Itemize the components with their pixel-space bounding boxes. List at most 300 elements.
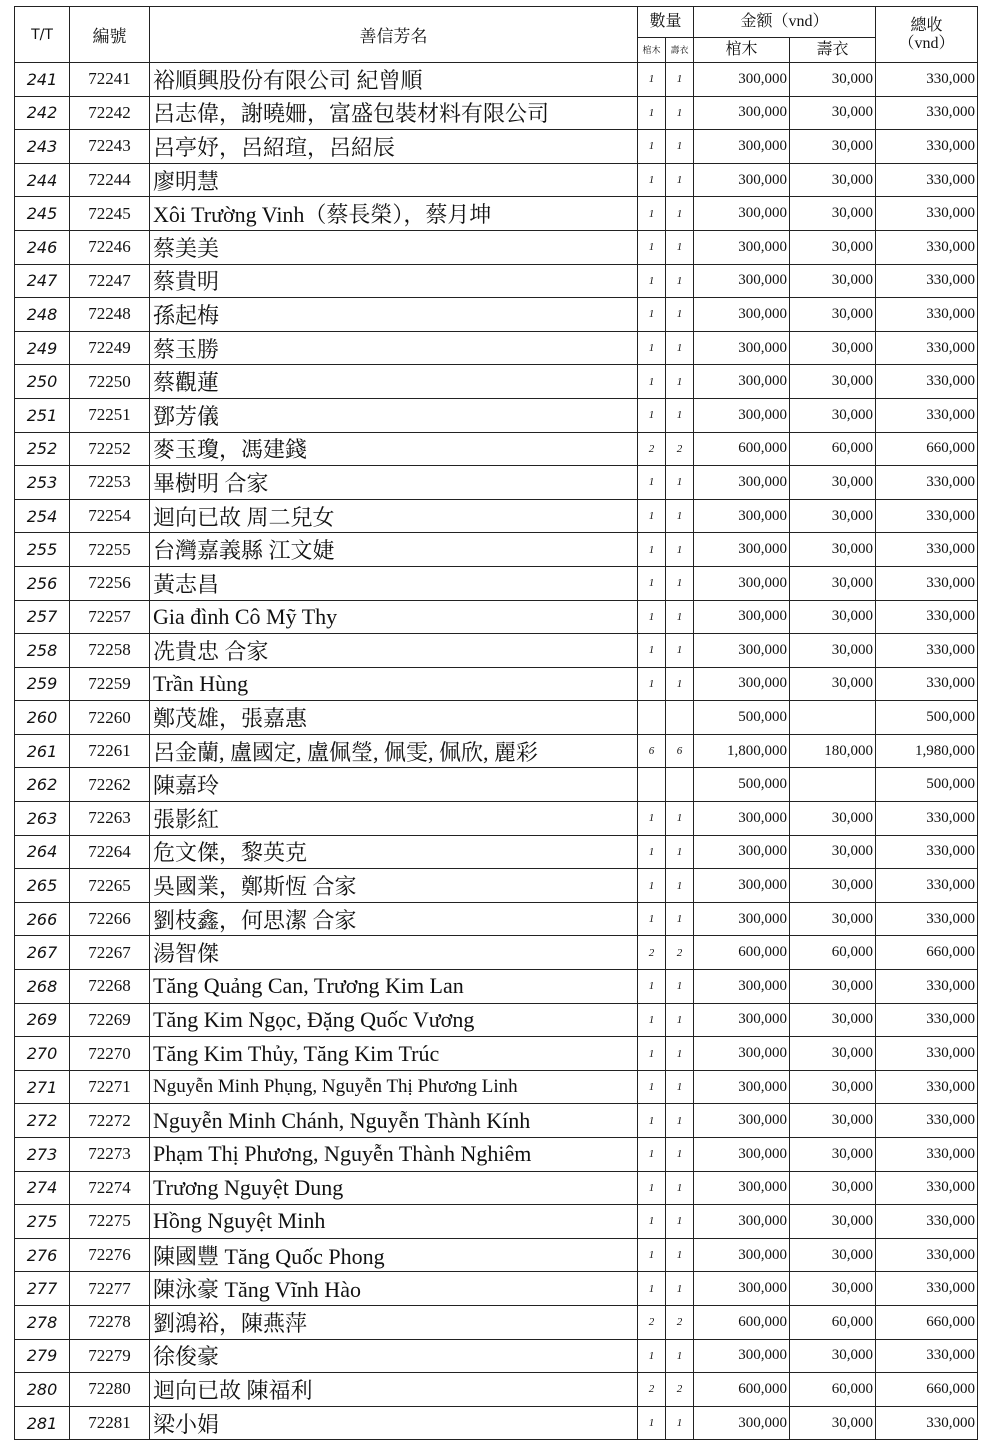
cell-qty-coffin: 1 — [638, 1037, 666, 1071]
cell-qty-shroud: 1 — [666, 499, 694, 533]
cell-tt: 262 — [15, 768, 70, 802]
cell-amount-shroud: 30,000 — [790, 1171, 876, 1205]
cell-qty-shroud: 2 — [666, 432, 694, 466]
table-row — [15, 365, 978, 399]
cell-name: Tăng Quảng Can, Trương Kim Lan — [150, 970, 638, 1004]
cell-amount-shroud: 30,000 — [790, 264, 876, 298]
cell-total: 330,000 — [876, 365, 978, 399]
cell-qty-shroud: 1 — [666, 96, 694, 130]
cell-qty-shroud: 1 — [666, 130, 694, 164]
cell-qty-shroud: 1 — [666, 1171, 694, 1205]
cell-name: Phạm Thị Phương, Nguyễn Thành Nghiêm — [150, 1138, 638, 1172]
cell-total: 330,000 — [876, 970, 978, 1004]
cell-amount-coffin: 300,000 — [694, 1171, 790, 1205]
cell-amount-coffin: 300,000 — [694, 264, 790, 298]
cell-tt: 249 — [15, 331, 70, 365]
cell-amount-shroud: 30,000 — [790, 466, 876, 500]
cell-total: 330,000 — [876, 1238, 978, 1272]
cell-total: 330,000 — [876, 298, 978, 332]
cell-amount-shroud: 30,000 — [790, 499, 876, 533]
cell-tt: 246 — [15, 230, 70, 264]
cell-tt: 280 — [15, 1373, 70, 1407]
cell-amount-shroud: 30,000 — [790, 1070, 876, 1104]
cell-qty-coffin: 1 — [638, 1138, 666, 1172]
cell-tt: 258 — [15, 634, 70, 668]
cell-qty-coffin: 1 — [638, 298, 666, 332]
cell-tt: 244 — [15, 163, 70, 197]
cell-total: 330,000 — [876, 1406, 978, 1440]
cell-tt: 253 — [15, 466, 70, 500]
cell-qty-shroud: 1 — [666, 398, 694, 432]
cell-qty-shroud: 1 — [666, 835, 694, 869]
cell-total: 1,980,000 — [876, 734, 978, 768]
table-row — [15, 1272, 978, 1306]
cell-qty-shroud: 1 — [666, 1104, 694, 1138]
cell-name: 台灣嘉義縣 江文婕 — [150, 533, 638, 567]
cell-total: 660,000 — [876, 432, 978, 466]
cell-amount-shroud: 30,000 — [790, 533, 876, 567]
cell-amount-coffin: 300,000 — [694, 1003, 790, 1037]
cell-tt: 255 — [15, 533, 70, 567]
cell-total: 330,000 — [876, 1104, 978, 1138]
cell-name: Tăng Kim Ngọc, Đặng Quốc Vương — [150, 1003, 638, 1037]
cell-code: 72245 — [70, 197, 150, 231]
cell-total: 330,000 — [876, 1171, 978, 1205]
cell-tt: 279 — [15, 1339, 70, 1373]
cell-qty-coffin — [638, 701, 666, 735]
cell-tt: 252 — [15, 432, 70, 466]
cell-amount-shroud — [790, 768, 876, 802]
cell-total: 660,000 — [876, 936, 978, 970]
cell-tt: 242 — [15, 96, 70, 130]
cell-tt: 281 — [15, 1406, 70, 1440]
cell-qty-coffin: 1 — [638, 163, 666, 197]
cell-tt: 263 — [15, 802, 70, 836]
cell-tt: 254 — [15, 499, 70, 533]
cell-total: 330,000 — [876, 264, 978, 298]
cell-tt: 260 — [15, 701, 70, 735]
cell-amount-coffin: 300,000 — [694, 902, 790, 936]
cell-qty-shroud: 1 — [666, 1138, 694, 1172]
header-amount-shroud: 壽衣 — [790, 38, 876, 63]
cell-qty-shroud: 2 — [666, 936, 694, 970]
cell-amount-shroud: 180,000 — [790, 734, 876, 768]
cell-amount-shroud: 30,000 — [790, 398, 876, 432]
cell-code: 72274 — [70, 1171, 150, 1205]
cell-amount-coffin: 300,000 — [694, 1205, 790, 1239]
cell-code: 72254 — [70, 499, 150, 533]
cell-amount-shroud: 30,000 — [790, 163, 876, 197]
cell-code: 72262 — [70, 768, 150, 802]
cell-qty-coffin: 1 — [638, 264, 666, 298]
cell-name: 呂志偉，謝曉姍，富盛包裝材料有限公司 — [150, 96, 638, 130]
cell-amount-coffin: 300,000 — [694, 667, 790, 701]
cell-tt: 250 — [15, 365, 70, 399]
cell-qty-shroud: 1 — [666, 298, 694, 332]
cell-tt: 266 — [15, 902, 70, 936]
cell-code: 72247 — [70, 264, 150, 298]
cell-tt: 259 — [15, 667, 70, 701]
cell-amount-coffin: 300,000 — [694, 197, 790, 231]
cell-total: 500,000 — [876, 701, 978, 735]
cell-qty-coffin: 1 — [638, 365, 666, 399]
cell-total: 330,000 — [876, 230, 978, 264]
cell-code: 72261 — [70, 734, 150, 768]
cell-qty-coffin: 1 — [638, 533, 666, 567]
cell-name: 呂亭妤，呂紹瑄，呂紹辰 — [150, 130, 638, 164]
cell-amount-shroud: 30,000 — [790, 566, 876, 600]
cell-total: 330,000 — [876, 1339, 978, 1373]
table-body — [15, 63, 978, 1440]
cell-qty-shroud: 1 — [666, 600, 694, 634]
cell-code: 72250 — [70, 365, 150, 399]
cell-amount-coffin: 300,000 — [694, 1070, 790, 1104]
cell-code: 72264 — [70, 835, 150, 869]
cell-qty-coffin: 1 — [638, 634, 666, 668]
cell-qty-shroud: 1 — [666, 566, 694, 600]
cell-amount-shroud: 30,000 — [790, 197, 876, 231]
header-amount: 金额（vnd） — [694, 7, 876, 38]
cell-code: 72246 — [70, 230, 150, 264]
cell-qty-coffin: 1 — [638, 667, 666, 701]
cell-qty-coffin: 1 — [638, 835, 666, 869]
cell-tt: 276 — [15, 1238, 70, 1272]
table-row — [15, 734, 978, 768]
cell-qty-shroud — [666, 701, 694, 735]
cell-tt: 272 — [15, 1104, 70, 1138]
cell-total: 330,000 — [876, 835, 978, 869]
cell-tt: 271 — [15, 1070, 70, 1104]
table-row — [15, 163, 978, 197]
table-row — [15, 1205, 978, 1239]
cell-code: 72259 — [70, 667, 150, 701]
cell-code: 72257 — [70, 600, 150, 634]
cell-qty-shroud: 1 — [666, 1238, 694, 1272]
cell-tt: 256 — [15, 566, 70, 600]
cell-qty-shroud: 1 — [666, 869, 694, 903]
cell-total: 330,000 — [876, 600, 978, 634]
cell-qty-shroud: 1 — [666, 1037, 694, 1071]
cell-code: 72268 — [70, 970, 150, 1004]
cell-amount-shroud: 30,000 — [790, 634, 876, 668]
cell-amount-shroud: 30,000 — [790, 667, 876, 701]
cell-name: 劉枝鑫，何思潔 合家 — [150, 902, 638, 936]
cell-name: 鄭茂雄，張嘉惠 — [150, 701, 638, 735]
table-row — [15, 970, 978, 1004]
cell-qty-shroud: 1 — [666, 1339, 694, 1373]
cell-tt: 268 — [15, 970, 70, 1004]
cell-tt: 278 — [15, 1305, 70, 1339]
table-row — [15, 466, 978, 500]
cell-tt: 270 — [15, 1037, 70, 1071]
cell-amount-shroud: 30,000 — [790, 1104, 876, 1138]
cell-qty-coffin: 1 — [638, 1104, 666, 1138]
cell-amount-shroud: 30,000 — [790, 63, 876, 97]
cell-amount-coffin: 500,000 — [694, 768, 790, 802]
cell-total: 330,000 — [876, 1037, 978, 1071]
cell-code: 72275 — [70, 1205, 150, 1239]
cell-amount-shroud: 30,000 — [790, 1272, 876, 1306]
cell-total: 660,000 — [876, 1305, 978, 1339]
cell-amount-coffin: 600,000 — [694, 1305, 790, 1339]
cell-total: 330,000 — [876, 466, 978, 500]
cell-qty-shroud: 1 — [666, 902, 694, 936]
cell-amount-shroud: 30,000 — [790, 1406, 876, 1440]
cell-tt: 277 — [15, 1272, 70, 1306]
cell-name: 劉鴻裕，陳燕萍 — [150, 1305, 638, 1339]
cell-qty-coffin: 2 — [638, 1305, 666, 1339]
table-row — [15, 1003, 978, 1037]
cell-total: 330,000 — [876, 331, 978, 365]
cell-qty-coffin: 2 — [638, 432, 666, 466]
cell-amount-coffin: 300,000 — [694, 499, 790, 533]
header-qty: 數量 — [638, 7, 694, 38]
cell-code: 72241 — [70, 63, 150, 97]
cell-name: 蔡玉勝 — [150, 331, 638, 365]
cell-name: 危文傑，黎英克 — [150, 835, 638, 869]
table-row — [15, 902, 978, 936]
cell-code: 72280 — [70, 1373, 150, 1407]
cell-name: 麥玉瓊，馮建錢 — [150, 432, 638, 466]
cell-amount-coffin: 300,000 — [694, 566, 790, 600]
cell-name: 陳國豐 Tăng Quốc Phong — [150, 1238, 638, 1272]
cell-name: 張影紅 — [150, 802, 638, 836]
cell-qty-shroud: 1 — [666, 1205, 694, 1239]
cell-code: 72272 — [70, 1104, 150, 1138]
cell-qty-shroud: 1 — [666, 466, 694, 500]
cell-tt: 248 — [15, 298, 70, 332]
cell-tt: 265 — [15, 869, 70, 903]
cell-qty-shroud: 1 — [666, 197, 694, 231]
cell-name: 陳嘉玲 — [150, 768, 638, 802]
cell-name: 孫起梅 — [150, 298, 638, 332]
cell-amount-shroud: 30,000 — [790, 130, 876, 164]
cell-code: 72278 — [70, 1305, 150, 1339]
table-row — [15, 667, 978, 701]
cell-qty-shroud: 1 — [666, 1406, 694, 1440]
cell-amount-shroud: 30,000 — [790, 1003, 876, 1037]
cell-amount-shroud: 30,000 — [790, 970, 876, 1004]
cell-qty-shroud: 1 — [666, 230, 694, 264]
cell-tt: 243 — [15, 130, 70, 164]
cell-amount-shroud: 30,000 — [790, 1037, 876, 1071]
cell-total: 330,000 — [876, 1070, 978, 1104]
cell-tt: 257 — [15, 600, 70, 634]
cell-amount-shroud — [790, 701, 876, 735]
cell-qty-coffin: 1 — [638, 466, 666, 500]
cell-code: 72270 — [70, 1037, 150, 1071]
cell-name: Tăng Kim Thủy, Tăng Kim Trúc — [150, 1037, 638, 1071]
cell-code: 72267 — [70, 936, 150, 970]
cell-amount-coffin: 300,000 — [694, 230, 790, 264]
cell-qty-shroud: 1 — [666, 802, 694, 836]
cell-qty-shroud: 6 — [666, 734, 694, 768]
table-row — [15, 634, 978, 668]
cell-qty-shroud: 1 — [666, 1272, 694, 1306]
cell-qty-shroud: 1 — [666, 1070, 694, 1104]
cell-amount-coffin: 300,000 — [694, 1037, 790, 1071]
cell-code: 72249 — [70, 331, 150, 365]
cell-name: 蔡觀蓮 — [150, 365, 638, 399]
cell-name: 畢樹明 合家 — [150, 466, 638, 500]
cell-qty-coffin: 1 — [638, 63, 666, 97]
cell-qty-coffin: 1 — [638, 1171, 666, 1205]
cell-name: 迴向已故 陳福利 — [150, 1373, 638, 1407]
table-row — [15, 298, 978, 332]
table-row — [15, 1138, 978, 1172]
cell-code: 72248 — [70, 298, 150, 332]
cell-amount-coffin: 500,000 — [694, 701, 790, 735]
cell-amount-coffin: 300,000 — [694, 1138, 790, 1172]
cell-amount-shroud: 60,000 — [790, 432, 876, 466]
cell-code: 72265 — [70, 869, 150, 903]
cell-name: 梁小娟 — [150, 1406, 638, 1440]
cell-total: 660,000 — [876, 1373, 978, 1407]
cell-qty-shroud — [666, 768, 694, 802]
table-row — [15, 566, 978, 600]
cell-qty-coffin: 1 — [638, 96, 666, 130]
cell-amount-coffin: 300,000 — [694, 802, 790, 836]
table-row — [15, 835, 978, 869]
cell-total: 330,000 — [876, 634, 978, 668]
cell-tt: 267 — [15, 936, 70, 970]
table-row — [15, 1070, 978, 1104]
table-row — [15, 1238, 978, 1272]
cell-qty-coffin: 1 — [638, 1406, 666, 1440]
cell-qty-coffin: 1 — [638, 869, 666, 903]
cell-qty-shroud: 2 — [666, 1373, 694, 1407]
cell-amount-shroud: 30,000 — [790, 869, 876, 903]
cell-qty-shroud: 1 — [666, 634, 694, 668]
cell-code: 72242 — [70, 96, 150, 130]
cell-amount-coffin: 300,000 — [694, 1339, 790, 1373]
cell-code: 72269 — [70, 1003, 150, 1037]
cell-amount-shroud: 30,000 — [790, 1205, 876, 1239]
cell-name: 迴向已故 周二兒女 — [150, 499, 638, 533]
cell-amount-coffin: 300,000 — [694, 163, 790, 197]
cell-amount-shroud: 30,000 — [790, 600, 876, 634]
cell-qty-coffin: 1 — [638, 970, 666, 1004]
cell-total: 330,000 — [876, 197, 978, 231]
cell-name: 蔡美美 — [150, 230, 638, 264]
table-row — [15, 230, 978, 264]
table-row — [15, 63, 978, 97]
cell-code: 72252 — [70, 432, 150, 466]
cell-total: 330,000 — [876, 566, 978, 600]
cell-qty-shroud: 1 — [666, 63, 694, 97]
header-qty-coffin: 棺木 — [638, 38, 666, 63]
cell-total: 330,000 — [876, 869, 978, 903]
cell-tt: 273 — [15, 1138, 70, 1172]
cell-amount-shroud: 30,000 — [790, 365, 876, 399]
header-code: 編號 — [70, 7, 150, 63]
table-row — [15, 533, 978, 567]
cell-code: 72244 — [70, 163, 150, 197]
cell-amount-shroud: 30,000 — [790, 230, 876, 264]
cell-qty-coffin: 1 — [638, 1272, 666, 1306]
cell-name: 吳國業，鄭斯恆 合家 — [150, 869, 638, 903]
cell-qty-coffin: 1 — [638, 1205, 666, 1239]
cell-amount-shroud: 30,000 — [790, 298, 876, 332]
cell-code: 72255 — [70, 533, 150, 567]
cell-total: 330,000 — [876, 163, 978, 197]
cell-amount-coffin: 300,000 — [694, 1104, 790, 1138]
cell-qty-coffin: 1 — [638, 1339, 666, 1373]
cell-name: 黃志昌 — [150, 566, 638, 600]
cell-qty-shroud: 1 — [666, 533, 694, 567]
cell-qty-coffin — [638, 768, 666, 802]
cell-qty-coffin: 6 — [638, 734, 666, 768]
cell-amount-coffin: 300,000 — [694, 63, 790, 97]
header-total-line2: （vnd） — [898, 34, 955, 52]
cell-code: 72266 — [70, 902, 150, 936]
table-row — [15, 96, 978, 130]
cell-qty-coffin: 1 — [638, 230, 666, 264]
cell-name: 廖明慧 — [150, 163, 638, 197]
cell-code: 72279 — [70, 1339, 150, 1373]
cell-tt: 269 — [15, 1003, 70, 1037]
cell-code: 72273 — [70, 1138, 150, 1172]
cell-code: 72276 — [70, 1238, 150, 1272]
cell-name: 湯智傑 — [150, 936, 638, 970]
cell-qty-coffin: 1 — [638, 1003, 666, 1037]
cell-code: 72253 — [70, 466, 150, 500]
cell-amount-coffin: 600,000 — [694, 432, 790, 466]
header-name: 善信芳名 — [150, 7, 638, 63]
cell-name: 徐俊豪 — [150, 1339, 638, 1373]
cell-amount-shroud: 30,000 — [790, 835, 876, 869]
cell-total: 330,000 — [876, 533, 978, 567]
cell-amount-coffin: 300,000 — [694, 970, 790, 1004]
cell-tt: 241 — [15, 63, 70, 97]
table-row — [15, 600, 978, 634]
cell-code: 72243 — [70, 130, 150, 164]
cell-qty-coffin: 1 — [638, 566, 666, 600]
cell-code: 72260 — [70, 701, 150, 735]
cell-amount-coffin: 300,000 — [694, 1238, 790, 1272]
cell-code: 72281 — [70, 1406, 150, 1440]
cell-qty-coffin: 2 — [638, 1373, 666, 1407]
cell-total: 500,000 — [876, 768, 978, 802]
cell-tt: 274 — [15, 1171, 70, 1205]
cell-qty-coffin: 1 — [638, 197, 666, 231]
cell-total: 330,000 — [876, 667, 978, 701]
cell-amount-coffin: 300,000 — [694, 398, 790, 432]
cell-amount-shroud: 30,000 — [790, 1339, 876, 1373]
cell-total: 330,000 — [876, 499, 978, 533]
cell-qty-coffin: 1 — [638, 600, 666, 634]
cell-amount-shroud: 30,000 — [790, 802, 876, 836]
cell-name: Nguyễn Minh Phụng, Nguyễn Thị Phương Linh — [150, 1070, 638, 1104]
cell-qty-shroud: 1 — [666, 970, 694, 1004]
cell-name: 裕順興股份有限公司 紀曾順 — [150, 63, 638, 97]
cell-qty-coffin: 1 — [638, 902, 666, 936]
cell-qty-shroud: 1 — [666, 1003, 694, 1037]
cell-qty-coffin: 1 — [638, 398, 666, 432]
cell-amount-coffin: 1,800,000 — [694, 734, 790, 768]
table-row — [15, 768, 978, 802]
cell-tt: 275 — [15, 1205, 70, 1239]
table-row — [15, 264, 978, 298]
cell-code: 72277 — [70, 1272, 150, 1306]
cell-amount-shroud: 60,000 — [790, 1305, 876, 1339]
cell-name: Nguyễn Minh Chánh, Nguyễn Thành Kính — [150, 1104, 638, 1138]
cell-tt: 261 — [15, 734, 70, 768]
cell-qty-coffin: 1 — [638, 1070, 666, 1104]
cell-tt: 251 — [15, 398, 70, 432]
header-qty-shroud: 壽衣 — [666, 38, 694, 63]
cell-total: 330,000 — [876, 902, 978, 936]
